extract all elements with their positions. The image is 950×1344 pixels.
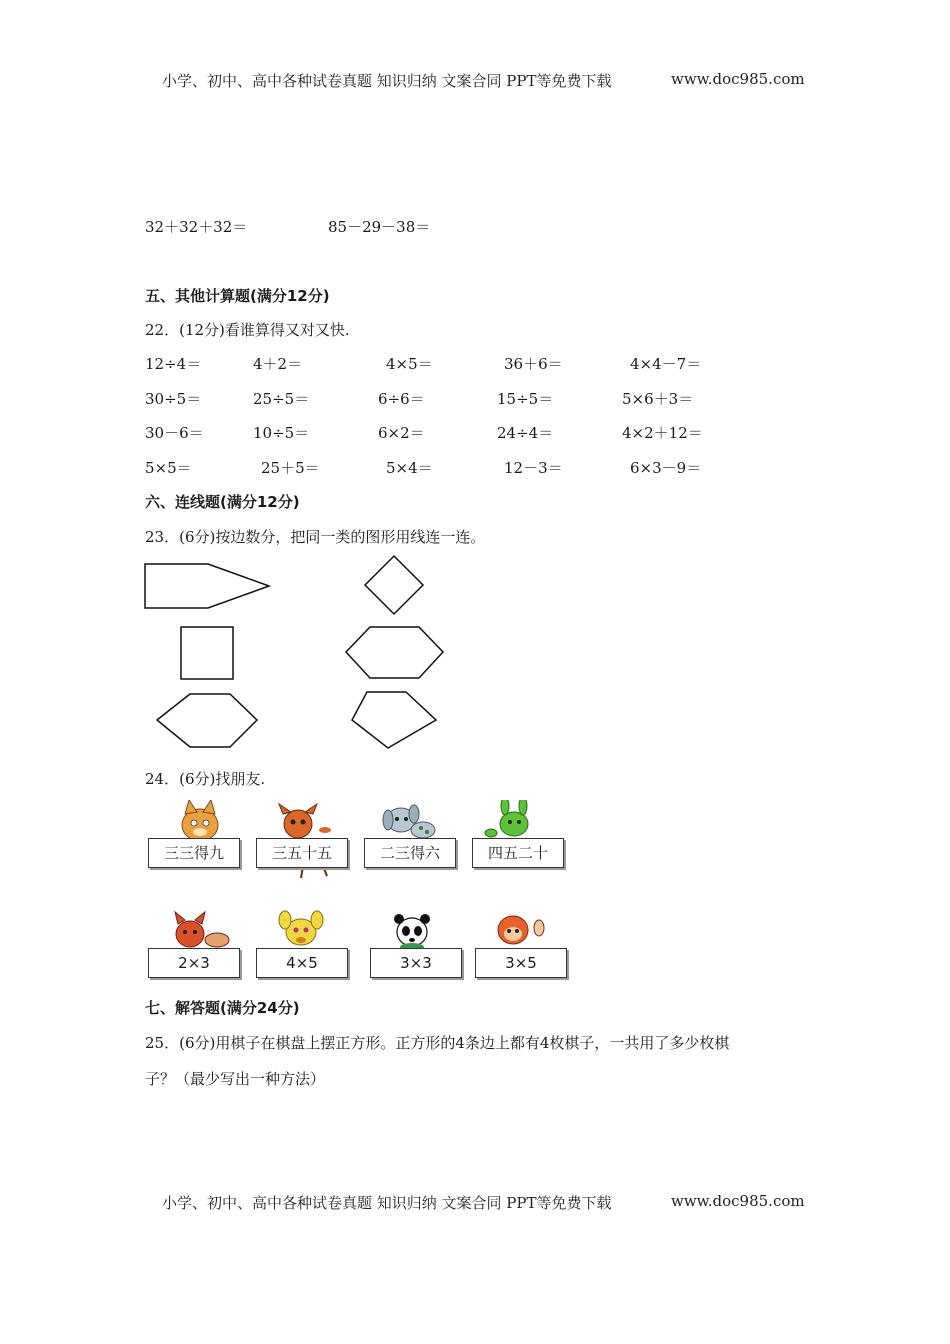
calc-item: 4×4－7＝: [630, 355, 702, 373]
diamond-shape[interactable]: [365, 556, 423, 614]
question-23: 23．(6分)按边数分，把同一类的图形用线连一连。: [145, 528, 486, 546]
multiplication-rhyme-label: 三三得九: [148, 838, 240, 868]
calc-item: 4＋2＝: [253, 355, 303, 373]
page-header-url[interactable]: www.doc985.com: [671, 70, 805, 88]
hexagon-shape-left[interactable]: [157, 694, 257, 747]
multiplication-rhyme-label: 二三得六: [364, 838, 456, 868]
question-22: 22．(12分)看谁算得又对又快.: [145, 321, 350, 339]
calc-item: 6×3－9＝: [630, 459, 702, 477]
carryover-expr-2: 85－29－38＝: [328, 218, 431, 236]
calc-item: 5×4＝: [386, 459, 433, 477]
calc-item: 30－6＝: [145, 424, 204, 442]
calc-item: 24÷4＝: [497, 424, 554, 442]
calc-item: 36＋6＝: [504, 355, 563, 373]
friend-card-bottom-4[interactable]: [475, 910, 700, 1030]
multiplication-expr-label: 2×3: [148, 948, 240, 978]
question-25-line-1: 25．(6分)用棋子在棋盘上摆正方形。正方形的4条边上都有4枚棋子，一共用了多少枚棋: [145, 1034, 730, 1052]
multiplication-expr-label: 3×3: [370, 948, 462, 978]
pentagon-shape[interactable]: [352, 692, 436, 748]
calc-item: 25＋5＝: [261, 459, 320, 477]
friend-card-top-4[interactable]: [469, 800, 694, 920]
calc-item: 12÷4＝: [145, 355, 202, 373]
calc-item: 4×2＋12＝: [622, 424, 703, 442]
calc-item: 10÷5＝: [253, 424, 310, 442]
pentagon-arrow-shape[interactable]: [145, 564, 269, 608]
calc-item: 30÷5＝: [145, 390, 202, 408]
multiplication-expr-label: 4×5: [256, 948, 348, 978]
section-7-title: 七、解答题(满分24分): [145, 999, 300, 1017]
carryover-expr-1: 32＋32＋32＝: [145, 218, 248, 236]
calc-item: 6÷6＝: [378, 390, 425, 408]
multiplication-rhyme-label: 四五二十: [472, 838, 564, 868]
calc-item: 15÷5＝: [497, 390, 554, 408]
page-header-text: 小学、初中、高中各种试卷真题 知识归纳 文案合同 PPT等免费下载: [162, 72, 612, 90]
calc-item: 25÷5＝: [253, 390, 310, 408]
page-footer-url[interactable]: www.doc985.com: [671, 1192, 805, 1210]
calc-item: 4×5＝: [386, 355, 433, 373]
hexagon-shape-right[interactable]: [346, 627, 443, 678]
question-24: 24．(6分)找朋友.: [145, 770, 266, 788]
question-25-line-2: 子？（最少写出一种方法）: [145, 1070, 326, 1088]
multiplication-rhyme-label: 三五十五: [256, 838, 348, 868]
multiplication-expr-label: 3×5: [475, 948, 567, 978]
section-5-title: 五、其他计算题(满分12分): [145, 287, 330, 305]
section-6-title: 六、连线题(满分12分): [145, 493, 300, 511]
calc-item: 5×5＝: [145, 459, 192, 477]
calc-item: 5×6＋3＝: [622, 390, 694, 408]
calc-item: 6×2＝: [378, 424, 425, 442]
calc-item: 12－3＝: [504, 459, 563, 477]
square-shape[interactable]: [181, 627, 233, 679]
page-footer-text: 小学、初中、高中各种试卷真题 知识归纳 文案合同 PPT等免费下载: [162, 1194, 612, 1212]
